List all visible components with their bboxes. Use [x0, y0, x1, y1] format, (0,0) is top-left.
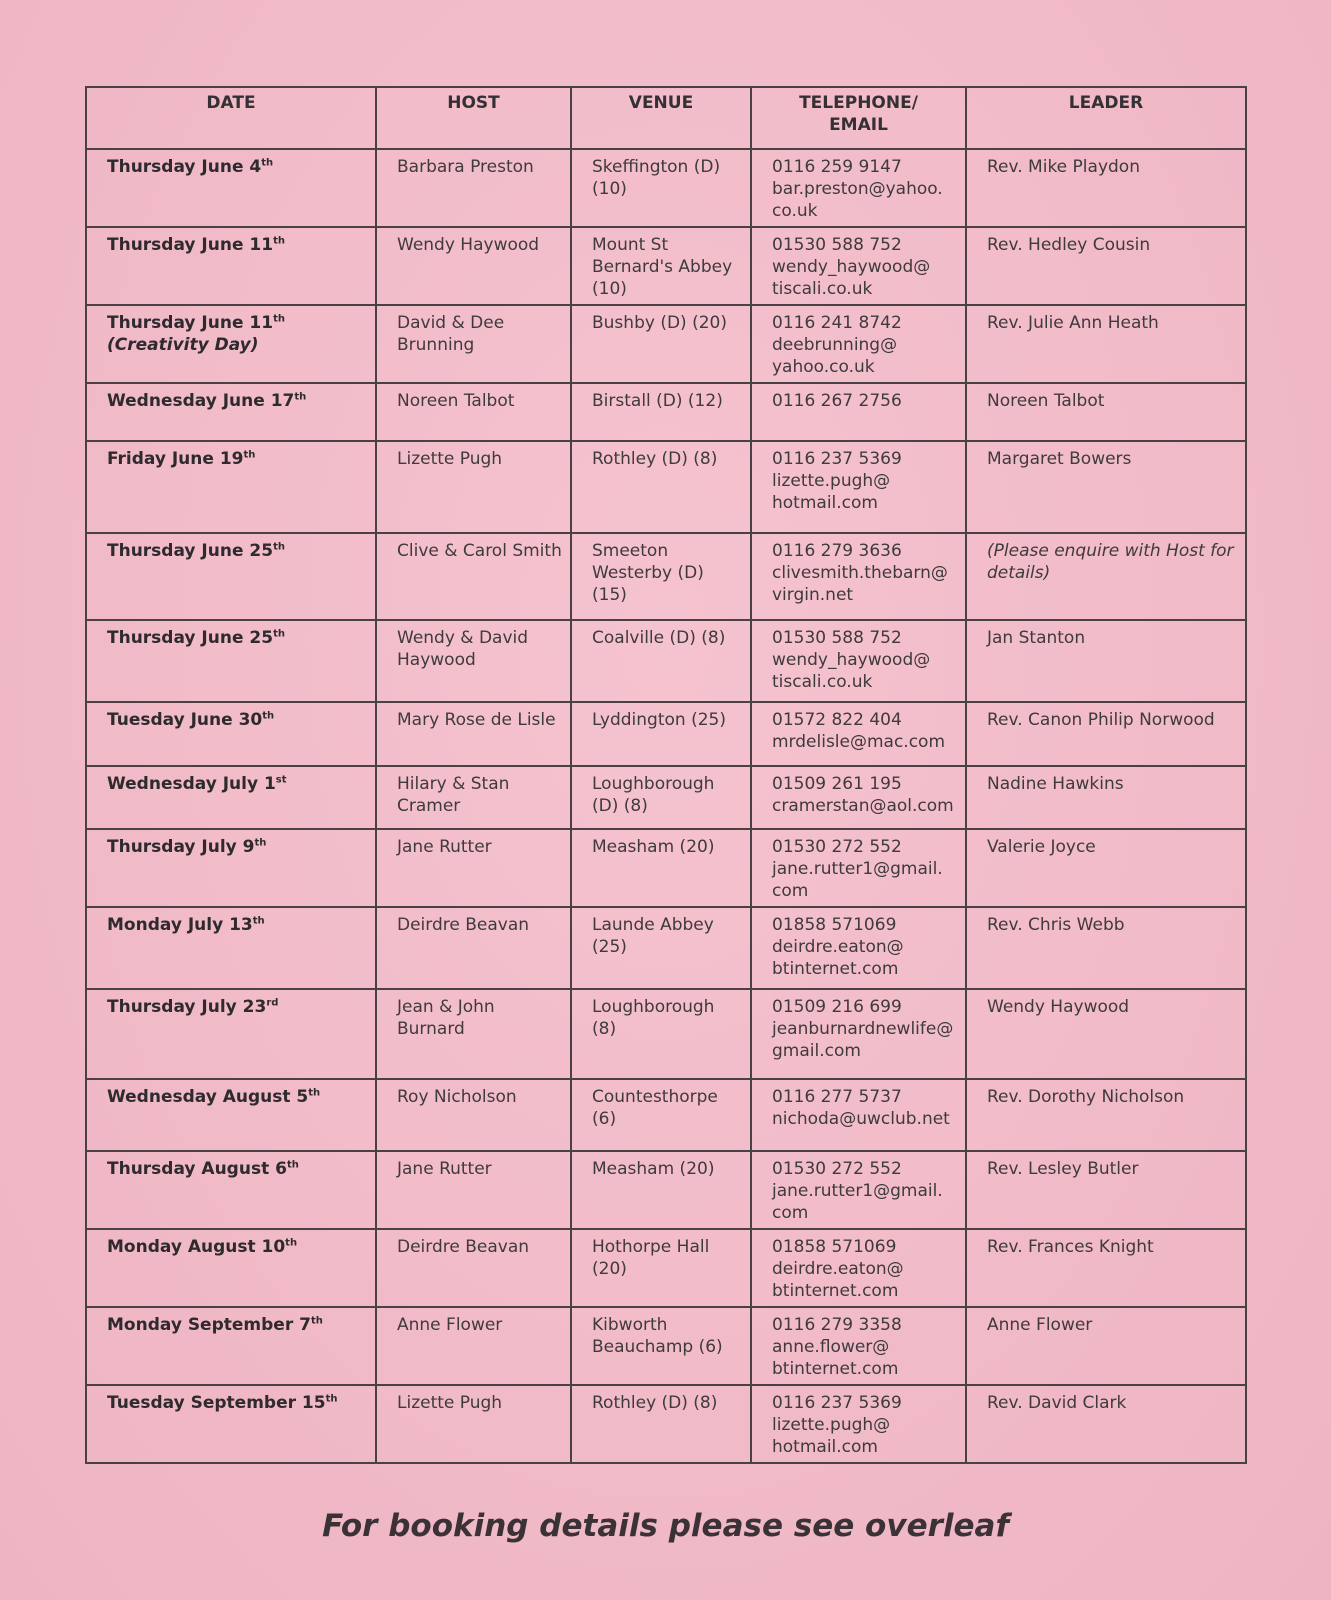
contact-line: 0116 277 5737	[772, 1087, 902, 1107]
leader-cell	[966, 441, 1246, 533]
contact-line: nichoda@uwclub.net	[772, 1109, 950, 1129]
leader-name: Rev. Hedley Cousin	[987, 235, 1151, 255]
contact-line: 0116 279 3358	[772, 1315, 902, 1335]
contact-line: wendy_haywood@	[772, 257, 931, 277]
leader-cell	[966, 1079, 1246, 1151]
venue-line: (15)	[592, 585, 627, 605]
contact-line: 01530 272 552	[772, 837, 902, 857]
host-cell	[376, 702, 571, 766]
date-suffix: th	[273, 628, 285, 640]
host-line: Noreen Talbot	[397, 391, 515, 411]
leader-cell	[966, 383, 1246, 441]
contact-line: 0116 237 5369	[772, 1393, 902, 1413]
venue-cell	[571, 1229, 751, 1307]
leader-name: Rev. Chris Webb	[987, 915, 1125, 935]
contact-line: tiscali.co.uk	[772, 672, 873, 692]
venue-line: Skeffington (D)	[592, 157, 721, 177]
date-suffix: th	[273, 235, 285, 247]
contact-line: com	[772, 1203, 809, 1223]
venue-line: (6)	[592, 1109, 617, 1129]
date-cell	[86, 1307, 376, 1385]
leader-name: Rev. Canon Philip Norwood	[987, 710, 1215, 730]
host-line: Barbara Preston	[397, 157, 534, 177]
contact-cell	[751, 702, 966, 766]
contact-line: 0116 259 9147	[772, 157, 902, 177]
host-cell	[376, 1229, 571, 1307]
contact-line: virgin.net	[772, 585, 854, 605]
venue-line: Westerby (D)	[592, 563, 704, 583]
table-row	[86, 149, 1246, 227]
host-line: Brunning	[397, 335, 475, 355]
venue-line: Loughborough	[592, 997, 715, 1017]
date-cell	[86, 1229, 376, 1307]
contact-cell	[751, 227, 966, 305]
contact-line: mrdelisle@mac.com	[772, 732, 946, 752]
date-text: Wednesday July 1	[107, 774, 276, 794]
contact-cell	[751, 1307, 966, 1385]
contact-cell	[751, 766, 966, 829]
host-cell	[376, 620, 571, 702]
contact-line: hotmail.com	[772, 493, 878, 513]
venue-cell	[571, 1151, 751, 1229]
date-text: Thursday June 25	[107, 628, 274, 648]
host-cell	[376, 1151, 571, 1229]
contact-line: 01509 261 195	[772, 774, 902, 794]
venue-cell	[571, 441, 751, 533]
host-cell	[376, 1385, 571, 1463]
contact-line: 01858 571069	[772, 915, 897, 935]
date-suffix: th	[261, 157, 274, 169]
contact-cell	[751, 989, 966, 1079]
venue-cell	[571, 305, 751, 383]
table-row	[86, 1229, 1246, 1307]
host-cell	[376, 1307, 571, 1385]
venue-cell	[571, 1079, 751, 1151]
contact-line: wendy_haywood@	[772, 650, 931, 670]
date-suffix: st	[275, 774, 287, 786]
host-line: Mary Rose de Lisle	[397, 710, 556, 730]
table-row	[86, 1151, 1246, 1229]
contact-line: gmail.com	[772, 1041, 861, 1061]
date-text: Monday September 7	[107, 1315, 311, 1335]
contact-line: 01858 571069	[772, 1237, 897, 1257]
date-text: Friday June 19	[107, 449, 244, 469]
header-email: EMAIL	[829, 115, 888, 135]
table-row	[86, 907, 1246, 989]
leader-cell	[966, 227, 1246, 305]
contact-line: cramerstan@aol.com	[772, 796, 954, 816]
contact-line: 0116 279 3636	[772, 541, 902, 561]
date-suffix: th	[273, 541, 285, 553]
contact-cell	[751, 1385, 966, 1463]
contact-line: 0116 267 2756	[772, 391, 902, 411]
leader-cell	[966, 1229, 1246, 1307]
venue-line: (10)	[592, 179, 627, 199]
leader-name: Rev. Julie Ann Heath	[987, 313, 1159, 333]
contact-line: 01530 588 752	[772, 235, 902, 255]
date-text: Thursday July 9	[107, 837, 255, 857]
leader-cell	[966, 1151, 1246, 1229]
contact-line: btinternet.com	[772, 1359, 899, 1379]
header-venue: VENUE	[571, 87, 751, 149]
leader-cell	[966, 829, 1246, 907]
contact-line: btinternet.com	[772, 1281, 899, 1301]
host-line: Lizette Pugh	[397, 1393, 503, 1413]
date-cell	[86, 829, 376, 907]
venue-cell	[571, 533, 751, 620]
contact-line: bar.preston@yahoo.	[772, 179, 943, 199]
date-cell	[86, 1079, 376, 1151]
date-suffix: th	[243, 449, 256, 461]
venue-line: (25)	[592, 937, 627, 957]
date-text: Thursday July 23	[107, 997, 267, 1017]
venue-cell	[571, 702, 751, 766]
host-cell	[376, 227, 571, 305]
date-text: Wednesday June 17	[107, 391, 295, 411]
date-note: (Creativity Day)	[107, 335, 259, 355]
date-cell	[86, 766, 376, 829]
venue-line: Kibworth	[592, 1315, 668, 1335]
contact-cell	[751, 1229, 966, 1307]
venue-line: Bushby (D) (20)	[592, 313, 727, 333]
venue-line: Birstall (D) (12)	[592, 391, 723, 411]
date-suffix: th	[254, 837, 267, 849]
host-cell	[376, 383, 571, 441]
venue-line: Measham (20)	[592, 1159, 715, 1179]
date-suffix: rd	[266, 997, 279, 1009]
contact-cell	[751, 441, 966, 533]
leader-name: Rev. Mike Playdon	[987, 157, 1140, 177]
date-text: Thursday June 4	[107, 157, 262, 177]
header-row	[86, 87, 1246, 149]
venue-cell	[571, 907, 751, 989]
contact-cell	[751, 829, 966, 907]
contact-line: jane.rutter1@gmail.	[772, 1181, 943, 1201]
host-line: Roy Nicholson	[397, 1087, 517, 1107]
date-suffix: th	[294, 391, 307, 403]
leader-name: Rev. Lesley Butler	[987, 1159, 1139, 1179]
date-suffix: th	[310, 1315, 323, 1327]
venue-line: Measham (20)	[592, 837, 715, 857]
contact-line: lizette.pugh@	[772, 471, 891, 491]
date-cell	[86, 533, 376, 620]
contact-line: 01509 216 699	[772, 997, 902, 1017]
table-row	[86, 227, 1246, 305]
schedule-body	[86, 149, 1246, 1463]
table-row	[86, 383, 1246, 441]
table-row	[86, 1307, 1246, 1385]
date-suffix: th	[285, 1237, 298, 1249]
date-cell	[86, 149, 376, 227]
contact-line: deirdre.eaton@	[772, 1259, 904, 1279]
host-line: Haywood	[397, 650, 476, 670]
date-suffix: th	[273, 313, 285, 325]
host-line: Clive & Carol Smith	[397, 541, 562, 561]
leader-cell	[966, 907, 1246, 989]
leader-cell	[966, 989, 1246, 1079]
date-text: Thursday June 11	[107, 313, 274, 333]
contact-line: lizette.pugh@	[772, 1415, 891, 1435]
host-cell	[376, 533, 571, 620]
host-cell	[376, 441, 571, 533]
leader-name: Valerie Joyce	[987, 837, 1096, 857]
venue-line: (D) (8)	[592, 796, 648, 816]
host-line: Hilary & Stan	[397, 774, 510, 794]
venue-cell	[571, 620, 751, 702]
venue-line: Smeeton	[592, 541, 669, 561]
date-text: Monday August 10	[107, 1237, 286, 1257]
header-date: DATE	[86, 87, 376, 149]
venue-cell	[571, 829, 751, 907]
venue-cell	[571, 1307, 751, 1385]
leader-cell	[966, 1385, 1246, 1463]
host-line: Burnard	[397, 1019, 465, 1039]
contact-line: jane.rutter1@gmail.	[772, 859, 943, 879]
host-cell	[376, 989, 571, 1079]
host-cell	[376, 766, 571, 829]
host-line: Wendy & David	[397, 628, 529, 648]
date-text: Thursday June 25	[107, 541, 274, 561]
venue-cell	[571, 149, 751, 227]
table-row	[86, 620, 1246, 702]
table-row	[86, 533, 1246, 620]
date-suffix: th	[308, 1087, 321, 1099]
date-text: Tuesday June 30	[107, 710, 263, 730]
date-suffix: th	[262, 710, 275, 722]
host-line: Jane Rutter	[397, 837, 492, 857]
contact-line: tiscali.co.uk	[772, 279, 873, 299]
contact-line: jeanburnardnewlife@	[772, 1019, 954, 1039]
contact-line: yahoo.co.uk	[772, 357, 875, 377]
leader-cell	[966, 702, 1246, 766]
date-cell	[86, 305, 376, 383]
contact-cell	[751, 1079, 966, 1151]
table-row	[86, 1079, 1246, 1151]
table-row	[86, 305, 1246, 383]
venue-line: Hothorpe Hall	[592, 1237, 710, 1257]
date-text: Wednesday August 5	[107, 1087, 309, 1107]
venue-line: Countesthorpe	[592, 1087, 718, 1107]
date-cell	[86, 441, 376, 533]
date-cell	[86, 227, 376, 305]
leader-cell	[966, 620, 1246, 702]
host-line: Anne Flower	[397, 1315, 503, 1335]
contact-line: 0116 241 8742	[772, 313, 902, 333]
contact-cell	[751, 383, 966, 441]
contact-cell	[751, 533, 966, 620]
host-cell	[376, 149, 571, 227]
leader-name: Anne Flower	[987, 1315, 1093, 1335]
contact-line: co.uk	[772, 201, 818, 221]
leader-name: Nadine Hawkins	[987, 774, 1124, 794]
contact-line: hotmail.com	[772, 1437, 878, 1457]
leader-name: Noreen Talbot	[987, 391, 1105, 411]
leader-cell	[966, 305, 1246, 383]
host-line: Cramer	[397, 796, 461, 816]
contact-line: deirdre.eaton@	[772, 937, 904, 957]
venue-cell	[571, 227, 751, 305]
leader-cell	[966, 766, 1246, 829]
table-row	[86, 766, 1246, 829]
date-cell	[86, 989, 376, 1079]
venue-cell	[571, 1385, 751, 1463]
footer-note: For booking details please see overleaf	[322, 1508, 1009, 1544]
host-line: Deirdre Beavan	[397, 1237, 530, 1257]
date-cell	[86, 1385, 376, 1463]
venue-line: Rothley (D) (8)	[592, 449, 718, 469]
header-telephone-email	[751, 87, 966, 149]
leader-name: Rev. David Clark	[987, 1393, 1127, 1413]
date-text: Thursday August 6	[107, 1159, 287, 1179]
host-cell	[376, 829, 571, 907]
date-suffix: th	[286, 1159, 299, 1171]
date-text: Tuesday September 15	[107, 1393, 326, 1413]
date-cell	[86, 1151, 376, 1229]
table-row	[86, 441, 1246, 533]
contact-line: clivesmith.thebarn@	[772, 563, 948, 583]
contact-cell	[751, 907, 966, 989]
host-cell	[376, 1079, 571, 1151]
date-cell	[86, 383, 376, 441]
venue-cell	[571, 383, 751, 441]
date-cell	[86, 702, 376, 766]
leader-cell	[966, 533, 1246, 620]
header-host: HOST	[376, 87, 571, 149]
venue-line: (20)	[592, 1259, 627, 1279]
contact-line: btinternet.com	[772, 959, 899, 979]
venue-line: Lyddington (25)	[592, 710, 726, 730]
leader-name: Rev. Dorothy Nicholson	[987, 1087, 1185, 1107]
contact-line: 01530 588 752	[772, 628, 902, 648]
table-row	[86, 1385, 1246, 1463]
venue-cell	[571, 766, 751, 829]
venue-cell	[571, 989, 751, 1079]
leader-name: Rev. Frances Knight	[987, 1237, 1154, 1257]
contact-cell	[751, 1151, 966, 1229]
date-cell	[86, 620, 376, 702]
header-leader: LEADER	[966, 87, 1246, 149]
host-line: Wendy Haywood	[397, 235, 540, 255]
venue-line: Rothley (D) (8)	[592, 1393, 718, 1413]
schedule-table	[85, 86, 1247, 1464]
table-row	[86, 989, 1246, 1079]
contact-line: deebrunning@	[772, 335, 898, 355]
host-line: Jean & John	[397, 997, 495, 1017]
contact-line: 01530 272 552	[772, 1159, 902, 1179]
leader-cell	[966, 149, 1246, 227]
contact-line: com	[772, 881, 809, 901]
host-line: Deirdre Beavan	[397, 915, 530, 935]
venue-line: Loughborough	[592, 774, 715, 794]
venue-line: (10)	[592, 279, 627, 299]
leader-name: Wendy Haywood	[987, 997, 1130, 1017]
date-text: Thursday June 11	[107, 235, 274, 255]
leader-cell	[966, 1307, 1246, 1385]
date-text: Monday July 13	[107, 915, 253, 935]
venue-line: Launde Abbey	[592, 915, 714, 935]
table-row	[86, 702, 1246, 766]
venue-line: Bernard's Abbey	[592, 257, 733, 277]
contact-line: 01572 822 404	[772, 710, 902, 730]
leader-note: (Please enquire with Host for details)	[987, 541, 1234, 583]
host-line: Lizette Pugh	[397, 449, 503, 469]
contact-line: 0116 237 5369	[772, 449, 902, 469]
venue-line: Coalville (D) (8)	[592, 628, 726, 648]
venue-line: Mount St	[592, 235, 669, 255]
host-line: Jane Rutter	[397, 1159, 492, 1179]
leader-name: Margaret Bowers	[987, 449, 1132, 469]
leader-name: Jan Stanton	[987, 628, 1086, 648]
venue-line: Beauchamp (6)	[592, 1337, 723, 1357]
contact-cell	[751, 620, 966, 702]
host-line: David & Dee	[397, 313, 505, 333]
contact-cell	[751, 149, 966, 227]
host-cell	[376, 907, 571, 989]
contact-line: anne.flower@	[772, 1337, 890, 1357]
date-suffix: th	[325, 1393, 338, 1405]
venue-line: (8)	[592, 1019, 617, 1039]
date-suffix: th	[252, 915, 265, 927]
date-cell	[86, 907, 376, 989]
table-row	[86, 829, 1246, 907]
host-cell	[376, 305, 571, 383]
contact-cell	[751, 305, 966, 383]
header-telephone: TELEPHONE/	[799, 93, 918, 113]
